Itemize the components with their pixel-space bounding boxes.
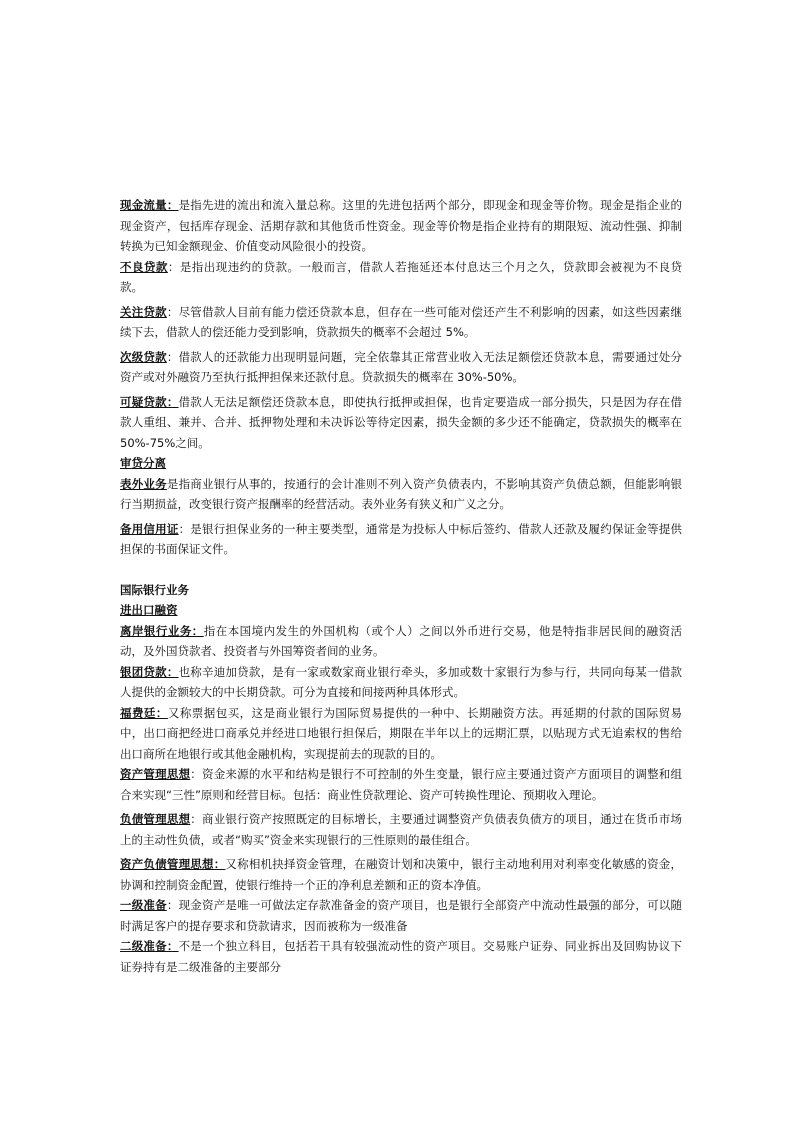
definition-cash-flow: 是指先进的流出和流入量总称。这里的先进包括两个部分，即现金和现金等价物。现金是指企业的现金资产，包括库存现金、活期存款和其他货币性资金。现金等价物是指企业持有的期限短、流动性强、抑制转换为已知金额现金、价值变动风险很小的投资。 (120, 198, 683, 253)
paragraph-primary-reserve (120, 895, 682, 936)
term-liability-management: 负债管理思想 (120, 812, 191, 826)
paragraph-secondary-reserve (120, 936, 682, 977)
definition-primary-reserve: ：现金资产是唯一可做法定存款准备金的资产项目，也是银行全部资产中流动性最强的部分，可以随时满足客户的提存要求和贷款请求，因而被称为一级准备 (120, 898, 683, 933)
definition-secondary-reserve: 不是一个独立科目，包括若干具有较强流动性的资产项目。交易账户证券、同业拆出及回购协议下证券持有是二级准备的主要部分 (120, 939, 683, 974)
paragraph-asset-liability-management (120, 854, 682, 895)
definition-asset-liability-management: 又称相机抉择资金管理，在融资计划和决策中，银行主动地利用对利率变化敏感的资金，协调和控制资金配置，使银行维持一个正的净利息差额和正的资本净值。 (120, 857, 683, 892)
paragraph-special-mention-loan (120, 302, 682, 343)
definition-special-mention-loan: ：尽管借款人目前有能力偿还贷款本息，但存在一些可能对偿还产生不利影响的因素，如这些因素继续下去，借款人的偿还能力受到影响，贷款损失的概率不会超过 5%。 (120, 304, 683, 339)
definition-substandard-loan: ：借款人的还款能力出现明显问题，完全依靠其正常营业收入无法足额偿还贷款本息，需要通过处分资产或对外融资乃至执行抵押担保来还款付息。贷款损失的概率在 30%-50%。 (120, 349, 683, 384)
heading-international-banking: 国际银行业务 (120, 582, 189, 597)
term-offshore-banking: 离岸银行业务： (120, 623, 204, 638)
paragraph-forfaiting (120, 703, 682, 765)
term-substandard-loan: 次级贷款 (120, 349, 167, 364)
term-standby-letter-of-credit: 备用信用证 (120, 521, 179, 536)
definition-nonperforming-loan: ：是指出现违约的贷款。一般而言，借款人若拖延还本付息达三个月之久，贷款即会被视为不良贷款。 (120, 259, 683, 294)
term-syndicated-loan: 银团贷款： (120, 664, 179, 679)
paragraph-cash-flow (120, 195, 682, 257)
paragraph-substandard-loan (120, 347, 682, 388)
document-body (120, 195, 682, 977)
term-off-balance-business: 表外业务 (120, 476, 167, 491)
paragraph-standby-letter-of-credit (120, 519, 682, 560)
definition-offshore-banking: 指在本国境内发生的外国机构（或个人）之间以外币进行交易，他是特指非居民间的融资活动，及外国贷款者、投资者与外国筹资者间的业务。 (120, 623, 683, 658)
term-secondary-reserve: 二级准备： (120, 939, 179, 953)
term-primary-reserve: 一级准备 (120, 898, 167, 912)
term-nonperforming-loan: 不良贷款 (120, 259, 168, 274)
heading-import-export-finance: 进出口融资 (120, 603, 178, 617)
paragraph-liability-management (120, 809, 682, 850)
paragraph-offshore-banking (120, 621, 682, 662)
paragraph-doubtful-loan (120, 392, 682, 454)
heading-loan-separation: 审贷分离 (120, 456, 166, 470)
blank-line (120, 560, 682, 580)
term-asset-management: 资产管理思想 (120, 767, 191, 781)
term-asset-liability-management: 资产负债管理思想： (120, 857, 226, 871)
term-special-mention-loan: 关注贷款 (120, 304, 167, 319)
term-cash-flow: 现金流量： (120, 198, 179, 212)
definition-syndicated-loan: 也称辛迪加贷款，是有一家或数家商业银行牵头，多加或数十家银行为参与行，共同向每某一借款人提供的金额较大的中长期贷款。可分为直接和间接两种具体形式。 (120, 664, 683, 699)
definition-asset-management: ：资金来源的水平和结构是银行不可控制的外生变量，银行应主要通过资产方面项目的调整和组合来实现“三性”原则和经营目标。包括：商业性贷款理论、资产可转换性理论、预期收入理论。 (120, 767, 682, 802)
paragraph-off-balance-business (120, 474, 682, 515)
paragraph-syndicated-loan (120, 662, 682, 703)
definition-liability-management: ：商业银行资产按照既定的目标增长，主要通过调整资产负债表负债方的项目，通过在货币市场上的主动性负债，或者“购买”资金来实现银行的三性原则的最佳组合。 (120, 812, 682, 847)
term-doubtful-loan: 可疑贷款： (120, 394, 179, 409)
paragraph-nonperforming-loan (120, 257, 682, 298)
definition-forfaiting: 又称票据包买，这是商业银行为国际贸易提供的一种中、长期融资方法。再延期的付款的国际贸易中，出口商把经进口商承兑并经进口地银行担保后，期限在半年以上的远期汇票，以贴现方式无追索权的售给出口商所在地银行或其他金融机构，实现提前去的现款的目的。 (120, 705, 683, 761)
paragraph-asset-management (120, 764, 682, 805)
term-forfaiting: 福费廷： (120, 705, 168, 720)
definition-standby-letter-of-credit: ：是银行担保业务的一种主要类型，通常是为投标人中标后签约、借款人还款及履约保证金等提供担保的书面保证文件。 (120, 521, 683, 556)
definition-off-balance-business: 是指商业银行从事的，按通行的会计准则不列入资产负债表内，不影响其资产负债总额，但能影响银行当期损益，改变银行资产报酬率的经营活动。表外业务有狭义和广义之分。 (120, 476, 683, 511)
definition-doubtful-loan: 借款人无法足额偿还贷款本息，即使执行抵押或担保，也肯定要造成一部分损失，只是因为存在借款人重组、兼并、合并、抵押物处理和未决诉讼等待定因素，损失金额的多少还不能确定，贷款损失的概率在 50%-75%之间。 (120, 394, 683, 450)
